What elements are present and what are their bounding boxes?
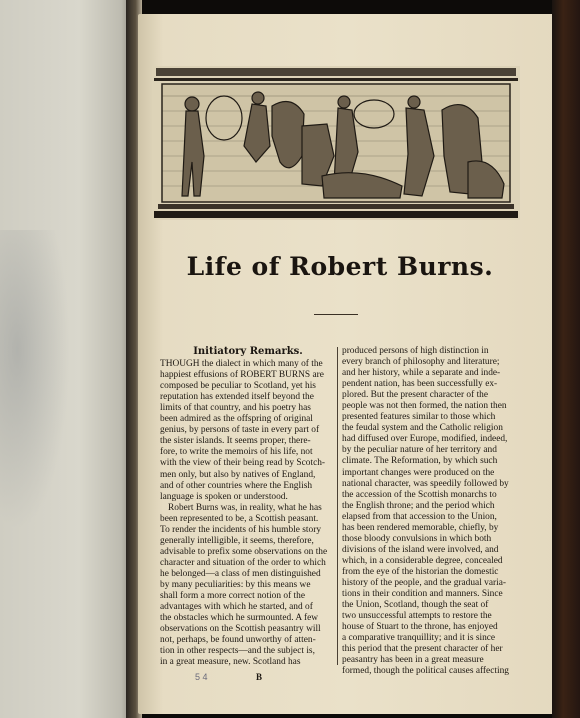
- section-heading: Initiatory Remarks.: [193, 346, 303, 357]
- pencil-note: 5 4: [195, 672, 208, 682]
- text-line: the sister islands. It seems proper, there-: [160, 436, 311, 447]
- text-column-right: [342, 346, 518, 677]
- text-line: fore, to write the memoirs of his life, not: [160, 447, 313, 458]
- text-line: advisable to prefix some observations on the: [160, 546, 328, 557]
- text-line: important changes were produced on the: [342, 467, 495, 478]
- signature-mark: B: [256, 672, 263, 682]
- text-line: climate. The Reformation, by which such: [342, 456, 498, 467]
- text-line: To render the incidents of his humble story: [160, 524, 322, 535]
- text-line: genius, by persons of taste in every part of: [160, 425, 320, 436]
- text-line: not, perhaps, be found unworthy of atten-: [160, 635, 316, 646]
- book-cover-edge: [552, 0, 580, 718]
- text-line: a comparative tranquillity; and it is since: [342, 633, 496, 644]
- text-line: character and situation of the order to which: [160, 557, 326, 568]
- text-column-left: [160, 346, 336, 668]
- text-line: had diffused over Europe, modified, indeed,: [342, 434, 508, 445]
- page-stain: [0, 230, 70, 530]
- left-page: [0, 0, 132, 718]
- text-line: tion in other respects—and the subject is,: [160, 646, 315, 657]
- text-line: this period that the present character of her: [342, 644, 503, 655]
- text-line: by the peculiar nature of her territory and: [342, 445, 497, 456]
- text-line: advantages with which he started, and of: [160, 602, 313, 613]
- text-line: plored. But the present character of the: [342, 390, 489, 401]
- text-line: been admired as the offspring of original: [160, 414, 313, 425]
- text-line: he belonged—a class of men distinguished: [160, 568, 321, 579]
- text-line: peasantry has been in a great measure: [342, 655, 484, 666]
- text-line: composed be peculiar to Scotland, yet his: [160, 381, 316, 392]
- text-line: tions in their condition and manners. Since: [342, 589, 503, 600]
- text-line: divisions of the island were involved, and: [342, 544, 499, 555]
- title-divider: [314, 314, 358, 315]
- text-line: the obstacles which he surmounted. A few: [160, 613, 319, 624]
- text-line: limits of that country, and his poetry has: [160, 403, 311, 414]
- text-line: the English throne; and the period which: [342, 500, 495, 511]
- text-line: been represented to be, a Scottish peasant.: [160, 513, 319, 524]
- text-line: every branch of philosophy and literature;: [342, 357, 500, 368]
- text-line: elapsed from that accession to the Union,: [342, 511, 497, 522]
- text-line: those bloody convulsions in which both: [342, 533, 492, 544]
- column-rule: [337, 347, 338, 665]
- text-line: and her history, while a separate and inde-: [342, 368, 501, 379]
- text-line: reputation has extended itself beyond the: [160, 392, 314, 403]
- text-line: the Union, Scotland, though the seat of: [342, 600, 489, 611]
- text-line: national character, was speedily followed by: [342, 478, 509, 489]
- text-line: presented features similar to those which: [342, 412, 496, 423]
- text-line: people was not then formed, the nation then: [342, 401, 507, 412]
- classical-frieze-illustration: [152, 66, 520, 220]
- page-title: Life of Robert Burns.: [186, 252, 494, 281]
- text-line: by many peculiarities: by this means we: [160, 579, 311, 590]
- text-line: produced persons of high distinction in: [342, 346, 489, 356]
- text-line: shall form a more correct notion of the: [160, 591, 306, 602]
- text-line: with the view of their being read by Scotch-: [160, 458, 326, 469]
- text-line: happiest effusions of ROBERT BURNS are: [160, 370, 324, 381]
- text-line: from the eye of the historian the domestic: [342, 566, 499, 577]
- text-line: has been rendered memorable, chiefly, by: [342, 522, 499, 533]
- text-line: observations on the Scottish peasantry will: [160, 624, 321, 635]
- text-line: history of the people, and the gradual varia-: [342, 577, 507, 588]
- text-line: the feudal system and the Catholic religion: [342, 423, 503, 434]
- text-line: men only, but also by natives of England,: [160, 469, 316, 480]
- text-line: pendent nation, has been successfully ex-: [342, 379, 498, 390]
- text-line: which, in a considerable degree, concealed: [342, 555, 503, 566]
- text-line: generally intelligible, it seems, therefore,: [160, 535, 314, 546]
- text-line: THOUGH the dialect in which many of the: [160, 359, 323, 370]
- text-line: and of other countries where the English: [160, 480, 313, 491]
- text-line: Robert Burns was, in reality, what he has: [168, 502, 322, 513]
- text-line: house of Stuart to the throne, has enjoyed: [342, 622, 498, 633]
- text-line: the accession of the Scottish monarchs to: [342, 489, 497, 500]
- text-line: formed, though the political causes affecting: [342, 666, 509, 677]
- text-line: in a great measure, new. Scotland has: [160, 657, 301, 668]
- text-line: language is spoken or understood.: [160, 491, 288, 502]
- text-line: two unsuccessful attempts to restore the: [342, 611, 492, 622]
